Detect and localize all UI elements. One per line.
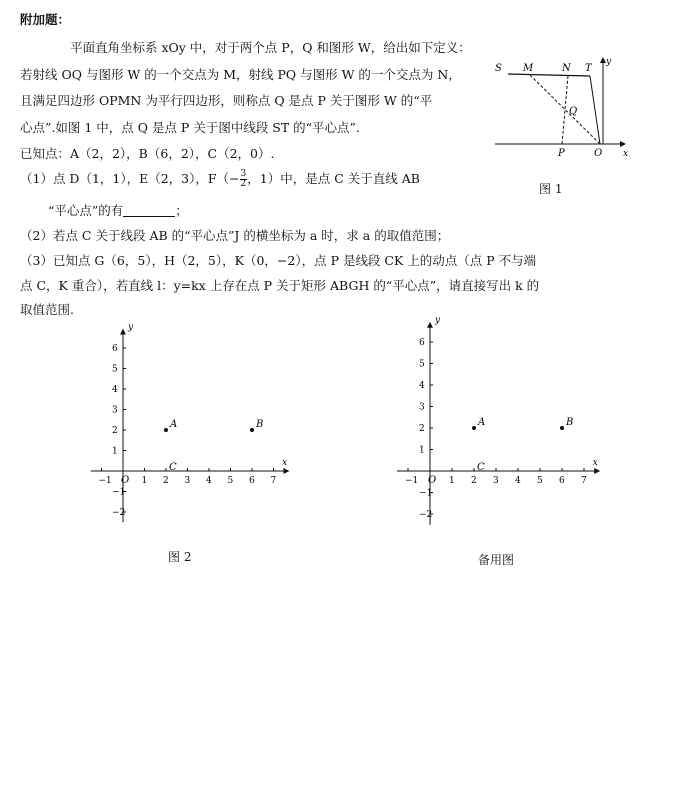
fig1-dashed-m-o [530, 75, 600, 144]
figure-1-caption: 图 1 [539, 182, 563, 196]
fig1-label-p: P [558, 148, 565, 159]
fig3-x-tick-label: 1 [449, 476, 455, 486]
fig3-point-b-label: B [566, 417, 574, 428]
question-1-answer-suffix: ； [175, 203, 188, 218]
fig2-y-tick-label: 3 [112, 405, 118, 416]
fig2-point-a-label: A [170, 419, 178, 430]
known-points-line: 已知点：A（2，2），B（6，2），C（2，0）. [20, 146, 275, 161]
fig2-x-tick-label: 5 [227, 476, 234, 486]
fig2-x-tick-label: 4 [206, 476, 212, 486]
fig1-dashed-n-p [562, 76, 568, 144]
fig3-x-tick-label: 4 [515, 476, 521, 486]
question-2: （2）若点 C 关于线段 AB 的“平心点”J 的横坐标为 a 时，求 a 的取值范围； [20, 228, 450, 243]
spare-figure-coordinate-plane [390, 315, 610, 540]
fig2-y-tick-label: −2 [112, 508, 126, 518]
fig3-x-tick-label: 3 [493, 476, 499, 486]
fig3-y-tick-label: 4 [419, 381, 425, 391]
answer-blank[interactable] [123, 204, 175, 217]
fig2-origin-label: O [121, 475, 130, 486]
fig1-label-y: y [606, 57, 612, 67]
fig1-label-o: O [594, 148, 603, 159]
fig2-x-tick-label: 6 [249, 476, 255, 486]
fig1-line-t-o [590, 76, 600, 144]
fig2-y-axis-label: y [128, 322, 134, 333]
fig2-y-tick-label: 1 [112, 446, 118, 457]
fig1-label-x: x [623, 149, 629, 159]
intro-line-3: 且满足四边形 OPMN 为平行四边形，则称点 Q 是点 P 关于图形 W 的“平 [20, 93, 433, 108]
question-1-line-2 [48, 203, 188, 219]
fig2-y-tick-label: 5 [112, 364, 118, 375]
fig2-x-tick-label: 2 [163, 476, 169, 486]
question-3-line-2: 点 C，K 重合），若直线 l：y=kx 上存在点 P 关于矩形 ABGH 的“平心点”，请直接写出 k 的 [20, 278, 540, 293]
fig3-point-a-label: A [478, 417, 486, 428]
fig3-y-tick-label: 5 [419, 359, 425, 370]
figure-2-caption: 图 2 [168, 550, 192, 564]
fig2-x-tick-label: 1 [141, 476, 148, 486]
fig3-x-tick-label: 5 [537, 476, 543, 486]
fig3-x-tick-label: 6 [559, 476, 565, 486]
fig3-origin-label: O [428, 475, 437, 486]
fig2-y-tick-label: 6 [112, 344, 118, 354]
fraction-denominator: 2 [240, 179, 247, 189]
fig3-y-tick-label: 6 [419, 338, 425, 348]
fig3-y-tick-label: 2 [419, 424, 425, 434]
question-1-line-1 [20, 170, 420, 189]
fig2-point-c-label: C [169, 462, 177, 473]
fig3-x-axis-label: x [592, 458, 598, 468]
fig2-x-axis-label: x [282, 458, 288, 468]
fig3-y-tick-label: −1 [419, 488, 433, 499]
intro-line-2: 若射线 OQ 与图形 W 的一个交点为 M，射线 PQ 与图形 W 的一个交点为 N， [20, 67, 461, 82]
fig2-y-tick-label: 4 [112, 385, 118, 395]
fig3-y-tick-label: 3 [419, 402, 425, 413]
fig2-x-tick-label: 3 [184, 476, 191, 486]
fig2-x-tick-label: 7 [270, 476, 277, 486]
fig2-point-b-label: B [256, 419, 264, 430]
fig2-y-tick-label: −1 [112, 487, 126, 498]
fig3-point-c-label: C [477, 462, 485, 473]
fig3-point-b [560, 426, 564, 430]
intro-line-4: 心点”.如图 1 中，点 Q 是点 P 关于图中线段 ST 的“平心点”． [20, 120, 369, 135]
fig3-x-tick-label: −1 [405, 476, 419, 486]
fig1-label-m: M [523, 63, 534, 74]
fig1-label-s: S [495, 63, 502, 74]
question-1-part2: ，1）中，是点 C 关于直线 AB [247, 171, 420, 186]
fraction-numerator: 3 [240, 169, 247, 179]
fig1-label-t: T [585, 63, 592, 74]
spare-figure-caption: 备用图 [478, 553, 515, 567]
intro-line-1: 平面直角坐标系 xOy 中，对于两个点 P，Q 和图形 W，给出如下定义： [70, 40, 471, 55]
fig3-point-a [472, 426, 476, 430]
question-3-line-1: （3）已知点 G（6，5），H（2，5），K（0，−2），点 P 是线段 CK 上的动点（点 P 不与端 [20, 253, 537, 268]
fig2-y-tick-label: 2 [112, 426, 118, 436]
fig3-y-tick-label: −2 [419, 510, 433, 520]
fig3-x-tick-label: 7 [581, 476, 587, 486]
section-heading: 附加题： [20, 12, 71, 27]
fig2-point-a [164, 428, 168, 432]
fig1-segment-st [508, 74, 590, 76]
question-3-line-3: 取值范围. [20, 302, 74, 317]
fig3-y-axis-label: y [435, 315, 441, 326]
question-1-part1: （1）点 D（1，1），E（2，3），F（− [20, 171, 240, 186]
fig3-x-tick-label: 2 [471, 476, 477, 486]
fig1-label-q: Q [569, 106, 578, 117]
fig2-point-b [250, 428, 254, 432]
figure-2-coordinate-plane [85, 322, 300, 540]
fig1-label-n: N [562, 63, 571, 74]
fig2-x-tick-label: −1 [98, 476, 112, 486]
question-1-answer-prefix: “平心点”的有 [48, 203, 124, 218]
figure-1 [490, 52, 635, 167]
fig3-y-tick-label: 1 [419, 445, 425, 456]
